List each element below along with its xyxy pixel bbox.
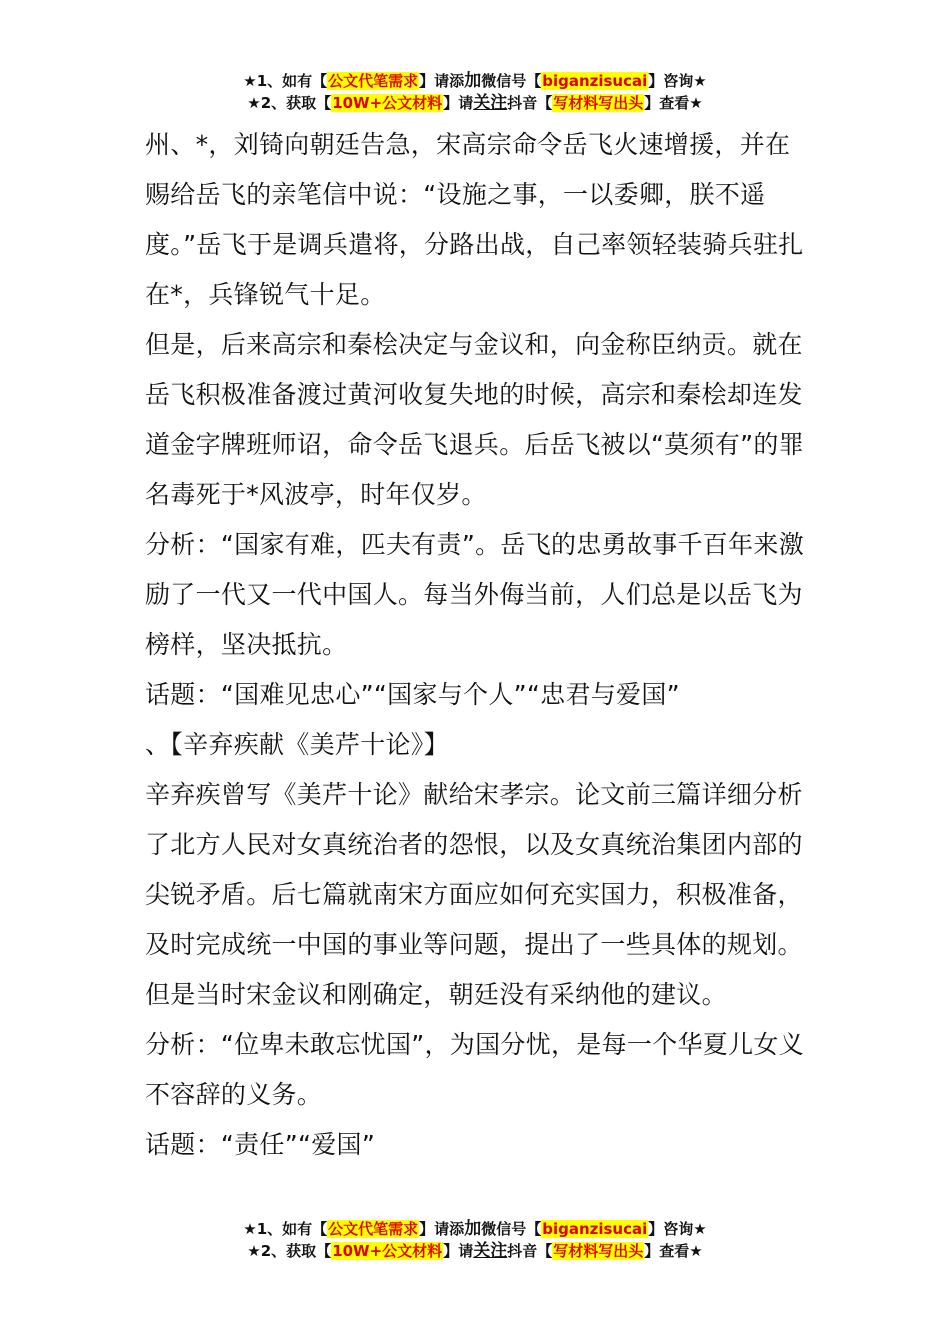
banner-text: 】请添 bbox=[419, 1220, 465, 1238]
highlight-materials: 10W+公文材料 bbox=[332, 1242, 443, 1260]
banner-text: 微信号【 bbox=[481, 1220, 542, 1238]
highlight-materials: 10W+公文材料 bbox=[332, 94, 443, 112]
banner-text: ★2、获取【 bbox=[247, 1242, 332, 1260]
banner-line-2 bbox=[0, 1240, 950, 1262]
banner-emphasis: 加 bbox=[464, 1219, 482, 1239]
section-heading: 、【辛弃疾献《美芹十论》】 bbox=[145, 730, 449, 759]
banner-emphasis: 关注 bbox=[473, 93, 508, 113]
paragraph: 话题：“国难见忠心”“国家与个人”“忠君与爱国” bbox=[145, 680, 680, 709]
paragraph: 辛弃疾曾写《美芹十论》献给宋孝宗。论文前三篇详细分析了北方人民对女真统治者的怨恨，以及女真统治集团内部的尖锐矛盾。后七篇就南宋方面应如何充实国力，积极准备，及时完成统一中国的事业等问题，提出了一些具体的规划。但是当时宋金议和刚确定，朝廷没有采纳他的建议。 bbox=[145, 780, 803, 1009]
highlight-douyin: 写材料写出头 bbox=[553, 94, 644, 112]
paragraph: 州、*，刘锜向朝廷告急，宋高宗命令岳飞火速增援，并在赐给岳飞的亲笔信中说：“设施之事，一以委卿，朕不遥度。”岳飞于是调兵遣将，分路出战，自己率领轻装骑兵驻扎在*，兵锋锐气十足。 bbox=[145, 130, 804, 309]
highlight-wechat-id: biganzisucai bbox=[542, 72, 648, 90]
banner-text: 】查看★ bbox=[644, 1242, 703, 1260]
highlight-service: 公文代笔需求 bbox=[328, 72, 419, 90]
footer-banner bbox=[0, 1218, 950, 1262]
banner-text: ★1、如有【 bbox=[243, 1220, 328, 1238]
document-body bbox=[145, 120, 813, 1170]
highlight-wechat-id: biganzisucai bbox=[542, 1220, 648, 1238]
highlight-service: 公文代笔需求 bbox=[328, 1220, 419, 1238]
banner-text: 抖音【 bbox=[507, 1242, 553, 1260]
paragraph: 分析：“位卑未敢忘忧国”，为国分忧，是每一个华夏儿女义不容辞的义务。 bbox=[145, 1030, 805, 1109]
paragraph: 但是，后来高宗和秦桧决定与金议和，向金称臣纳贡。就在岳飞积极准备渡过黄河收复失地的时候，高宗和秦桧却连发道金字牌班师诏，命令岳飞退兵。后岳飞被以“莫须有”的罪名毒死于*风波亭，时年仅岁。 bbox=[145, 330, 805, 509]
banner-line-2 bbox=[0, 92, 950, 114]
paragraph: 话题：“责任”“爱国” bbox=[145, 1130, 376, 1159]
highlight-douyin: 写材料写出头 bbox=[553, 1242, 644, 1260]
header-banner bbox=[0, 70, 950, 114]
banner-text: 】咨询★ bbox=[648, 1220, 707, 1238]
banner-emphasis: 关注 bbox=[473, 1241, 508, 1261]
banner-text: ★1、如有【 bbox=[243, 72, 328, 90]
banner-text: 抖音【 bbox=[507, 94, 553, 112]
paragraph: 分析：“国家有难，匹夫有责”。岳飞的忠勇故事千百年来激励了一代又一代中国人。每当外侮当前，人们总是以岳飞为榜样，坚决抵抗。 bbox=[145, 530, 805, 659]
banner-text: 】查看★ bbox=[644, 94, 703, 112]
banner-text: 】请 bbox=[443, 94, 474, 112]
banner-line-1 bbox=[0, 70, 950, 92]
banner-emphasis: 加 bbox=[464, 71, 482, 91]
banner-text: 】请添 bbox=[419, 72, 465, 90]
banner-text: 】咨询★ bbox=[648, 72, 707, 90]
banner-text: 微信号【 bbox=[481, 72, 542, 90]
banner-text: 】请 bbox=[443, 1242, 474, 1260]
banner-line-1 bbox=[0, 1218, 950, 1240]
banner-text: ★2、获取【 bbox=[247, 94, 332, 112]
